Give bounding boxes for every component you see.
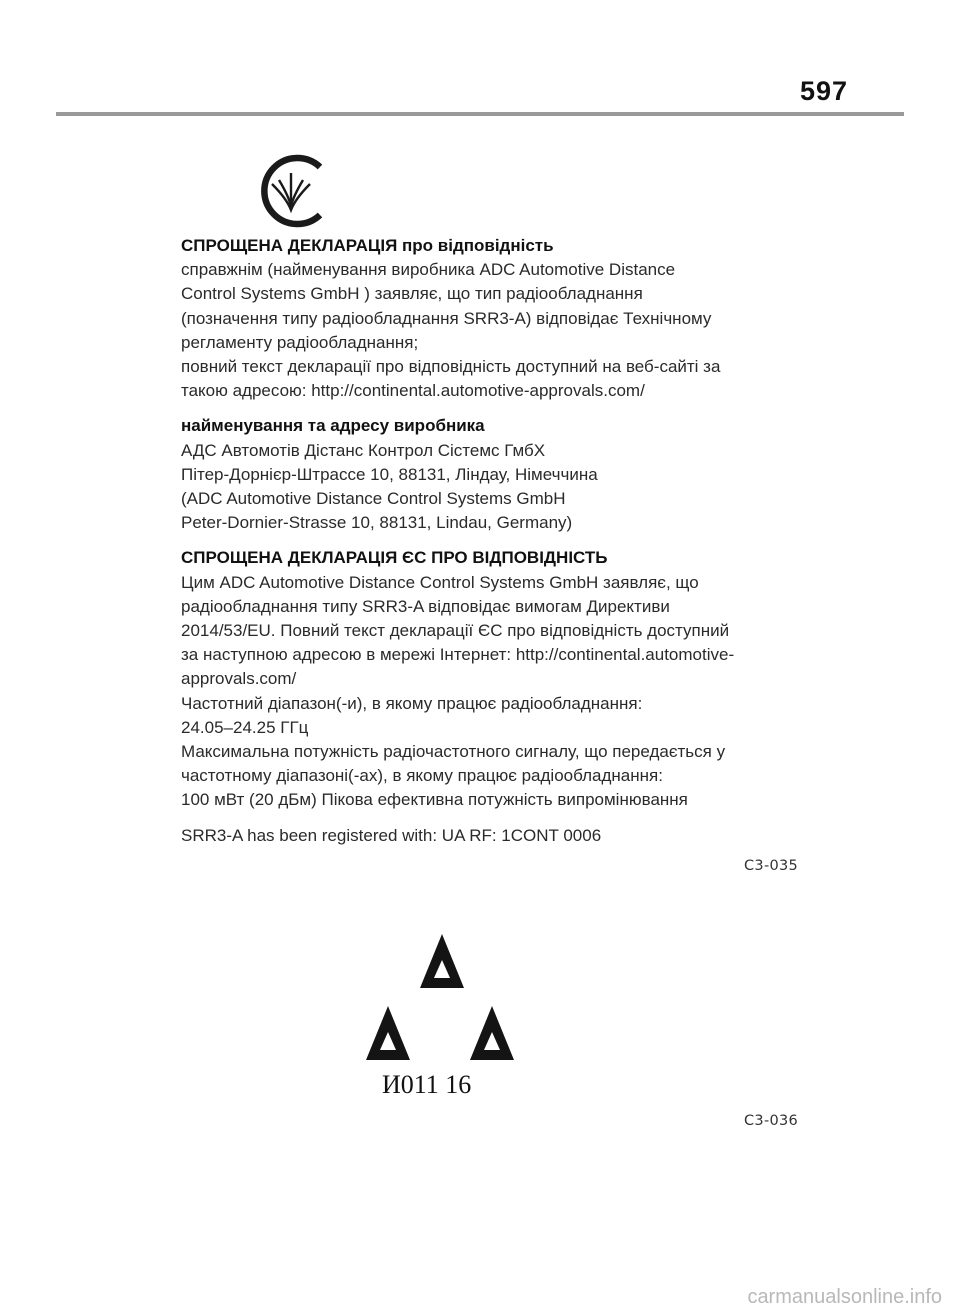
registration-section	[181, 824, 841, 848]
eu-declaration-line: 2014/53/EU. Повний текст декларації ЄС про відповідність доступний	[181, 621, 730, 641]
ua-declaration-title: СПРОЩЕНА ДЕКЛАРАЦІЯ про відповідність	[181, 236, 554, 255]
eu-declaration-line: Цим ADC Automotive Distance Control Systems GmbH заявляє, що	[181, 572, 699, 592]
eu-declaration-title: СПРОЩЕНА ДЕКЛАРАЦІЯ ЄС ПРО ВІДПОВІДНІСТЬ	[181, 548, 608, 568]
manufacturer-section	[181, 414, 841, 535]
figure-code-label: C3-035	[744, 858, 799, 874]
ua-declaration-line: Control Systems GmbH ) заявляє, що тип радіообладнання	[181, 284, 643, 304]
ua-declaration-section	[181, 234, 841, 403]
manufacturer-line: Пітер-Дорнієр-Штрассе 10, 88131, Ліндау, Німеччина	[181, 464, 598, 484]
eu-declaration-line: approvals.com/	[181, 669, 297, 689]
eu-declaration-section	[181, 546, 841, 812]
three-triangle-approval-mark-icon	[366, 930, 518, 1064]
ua-declaration-line: справжнім (найменування виробника ADC Automotive Distance	[181, 260, 676, 280]
site-watermark: carmanualsonline.info	[747, 1286, 942, 1308]
manufacturer-line: Peter-Dornier-Strasse 10, 88131, Lindau, Germany)	[181, 513, 573, 533]
eu-declaration-line: Максимальна потужність радіочастотного сигналу, що передається у	[181, 742, 726, 762]
ua-declaration-line: (позначення типу радіообладнання SRR3-A) відповідає Технічному	[181, 308, 712, 328]
eu-declaration-line: радіообладнання типу SRR3-A відповідає вимогам Директиви	[181, 596, 670, 616]
approval-number: И011 16	[382, 1070, 472, 1099]
ua-declaration-line: регламенту радіообладнання;	[181, 332, 419, 352]
manufacturer-title: найменування та адресу виробника	[181, 416, 485, 436]
eu-declaration-line: за наступною адресою в мережі Інтернет: http://continental.automotive-	[181, 645, 735, 665]
eu-declaration-line: Частотний діапазон(-и), в якому працює радіообладнання:	[181, 693, 643, 713]
header-divider	[56, 112, 904, 116]
ua-declaration-line: такою адресою: http://continental.automotive-approvals.com/	[181, 381, 645, 401]
eu-declaration-line: 100 мВт (20 дБм) Пікова ефективна потужність випромінювання	[181, 790, 688, 810]
figure-code-label: C3-036	[744, 1113, 799, 1129]
ukrainian-conformity-mark-icon	[252, 150, 330, 232]
eu-declaration-line: 24.05–24.25 ГГц	[181, 717, 309, 737]
manufacturer-line: АДС Автомотів Дістанс Контрол Сістемс ГмбХ	[181, 440, 546, 460]
manufacturer-line: (ADC Automotive Distance Control Systems GmbH	[181, 489, 566, 509]
ua-declaration-line: повний текст декларації про відповідність доступний на веб-сайті за	[181, 357, 721, 377]
eu-declaration-line: частотному діапазоні(-ах), в якому працює радіообладнання:	[181, 766, 663, 786]
registration-line: SRR3-A has been registered with: UA RF: 1CONT 0006	[181, 825, 602, 845]
page-number: 597	[799, 76, 848, 106]
declaration-content	[181, 234, 841, 848]
